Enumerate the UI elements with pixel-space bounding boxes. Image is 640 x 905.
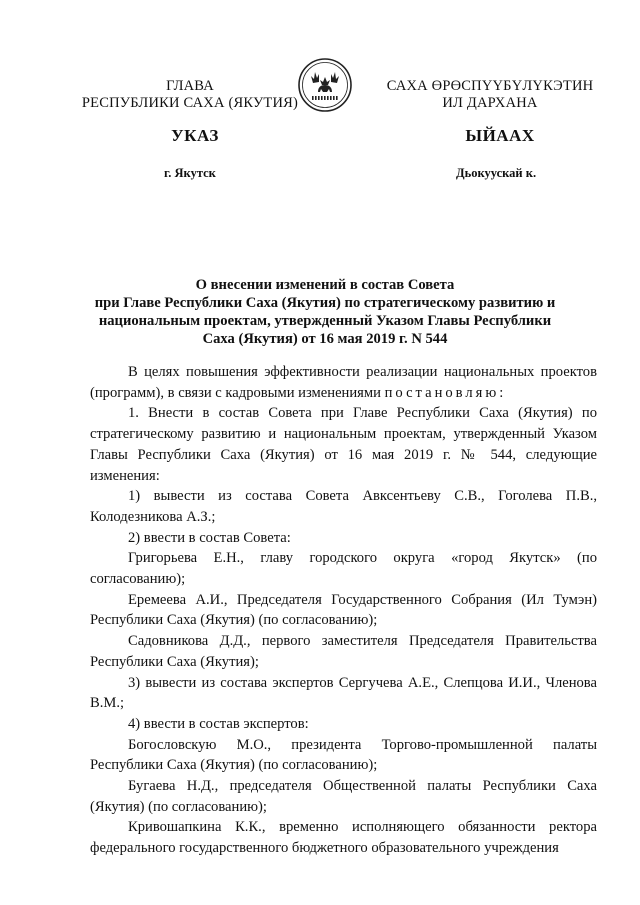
issuer-sah-line2: ИЛ ДАРХАНА bbox=[442, 95, 538, 111]
body-paragraph: 1) вывести из состава Совета Авксентьеву С.В., Гоголева П.В., Колодезникова А.З.; bbox=[90, 488, 597, 525]
body-paragraph: 4) ввести в состав экспертов: bbox=[128, 715, 309, 732]
heading-line: Саха (Якутия) от 16 мая 2019 г. N 544 bbox=[202, 331, 448, 347]
place-sah: Дьокуускай к. bbox=[456, 166, 537, 180]
document-body bbox=[90, 362, 597, 859]
place-ru: г. Якутск bbox=[164, 166, 216, 180]
issuer-ru-line2: РЕСПУБЛИКИ САХА (ЯКУТИЯ) bbox=[81, 95, 299, 111]
body-paragraph: 1. Внести в состав Совета при Главе Республики Саха (Якутия) по стратегическому развитию и национальным проектам, утвержденный Указом Главы Республики Саха (Якутия) от 16 мая 2019 г. № 544, следующие изменения: bbox=[90, 405, 597, 484]
issuer-sah bbox=[385, 78, 595, 112]
issuer-sah-line1: САХА ӨРӨСПҮҮБҮЛҮКЭТИН bbox=[386, 78, 594, 94]
body-paragraph: Богословскую М.О., президента Торгово-промышленной палаты Республики Саха (Якутия) (по согласованию); bbox=[90, 736, 597, 774]
document-heading bbox=[40, 276, 610, 348]
body-paragraph: Бугаева Н.Д., председателя Общественной палаты Республики Саха (Якутия) (по согласованию); bbox=[90, 778, 597, 815]
body-paragraph: Еремеева А.И., Председателя Государственного Собрания (Ил Тумэн) Республики Саха (Якутия) (по согласованию); bbox=[90, 591, 597, 629]
document-type-ru: УКАЗ bbox=[171, 126, 219, 145]
issuer-ru-line1: ГЛАВА bbox=[166, 78, 214, 94]
heading-line: при Главе Республики Саха (Якутия) по стратегическому развитию и bbox=[94, 295, 556, 311]
body-paragraph: Садовникова Д.Д., первого заместителя Председателя Правительства Республики Саха (Якутия); bbox=[90, 633, 597, 670]
body-paragraph: 3) вывести из состава экспертов Сергучева А.Е., Слепцова И.И., Членова В.М.; bbox=[90, 674, 597, 712]
heading-line: национальным проектам, утвержденный Указом Главы Республики bbox=[98, 313, 552, 329]
preamble-text: В целях повышения эффективности реализации национальных проектов (программ), в связи с кадровыми изменениями bbox=[90, 364, 597, 401]
document-type-sah: ЫЙААХ bbox=[465, 126, 535, 145]
body-paragraph: Григорьева Е.Н., главу городского округа «город Якутск» (по согласованию); bbox=[90, 550, 597, 588]
decree-keyword: постановляю: bbox=[384, 384, 507, 401]
preamble-paragraph bbox=[90, 362, 597, 403]
issuer-ru bbox=[75, 78, 305, 112]
body-paragraph: Кривошапкина К.К., временно исполняющего обязанности ректора федерального государственного бюджетного образовательного учреждения bbox=[90, 819, 597, 857]
body-paragraph: 2) ввести в состав Совета: bbox=[128, 529, 291, 546]
heading-line: О внесении изменений в состав Совета bbox=[195, 277, 455, 293]
yakutia-coat-of-arms-emblem bbox=[298, 58, 352, 112]
